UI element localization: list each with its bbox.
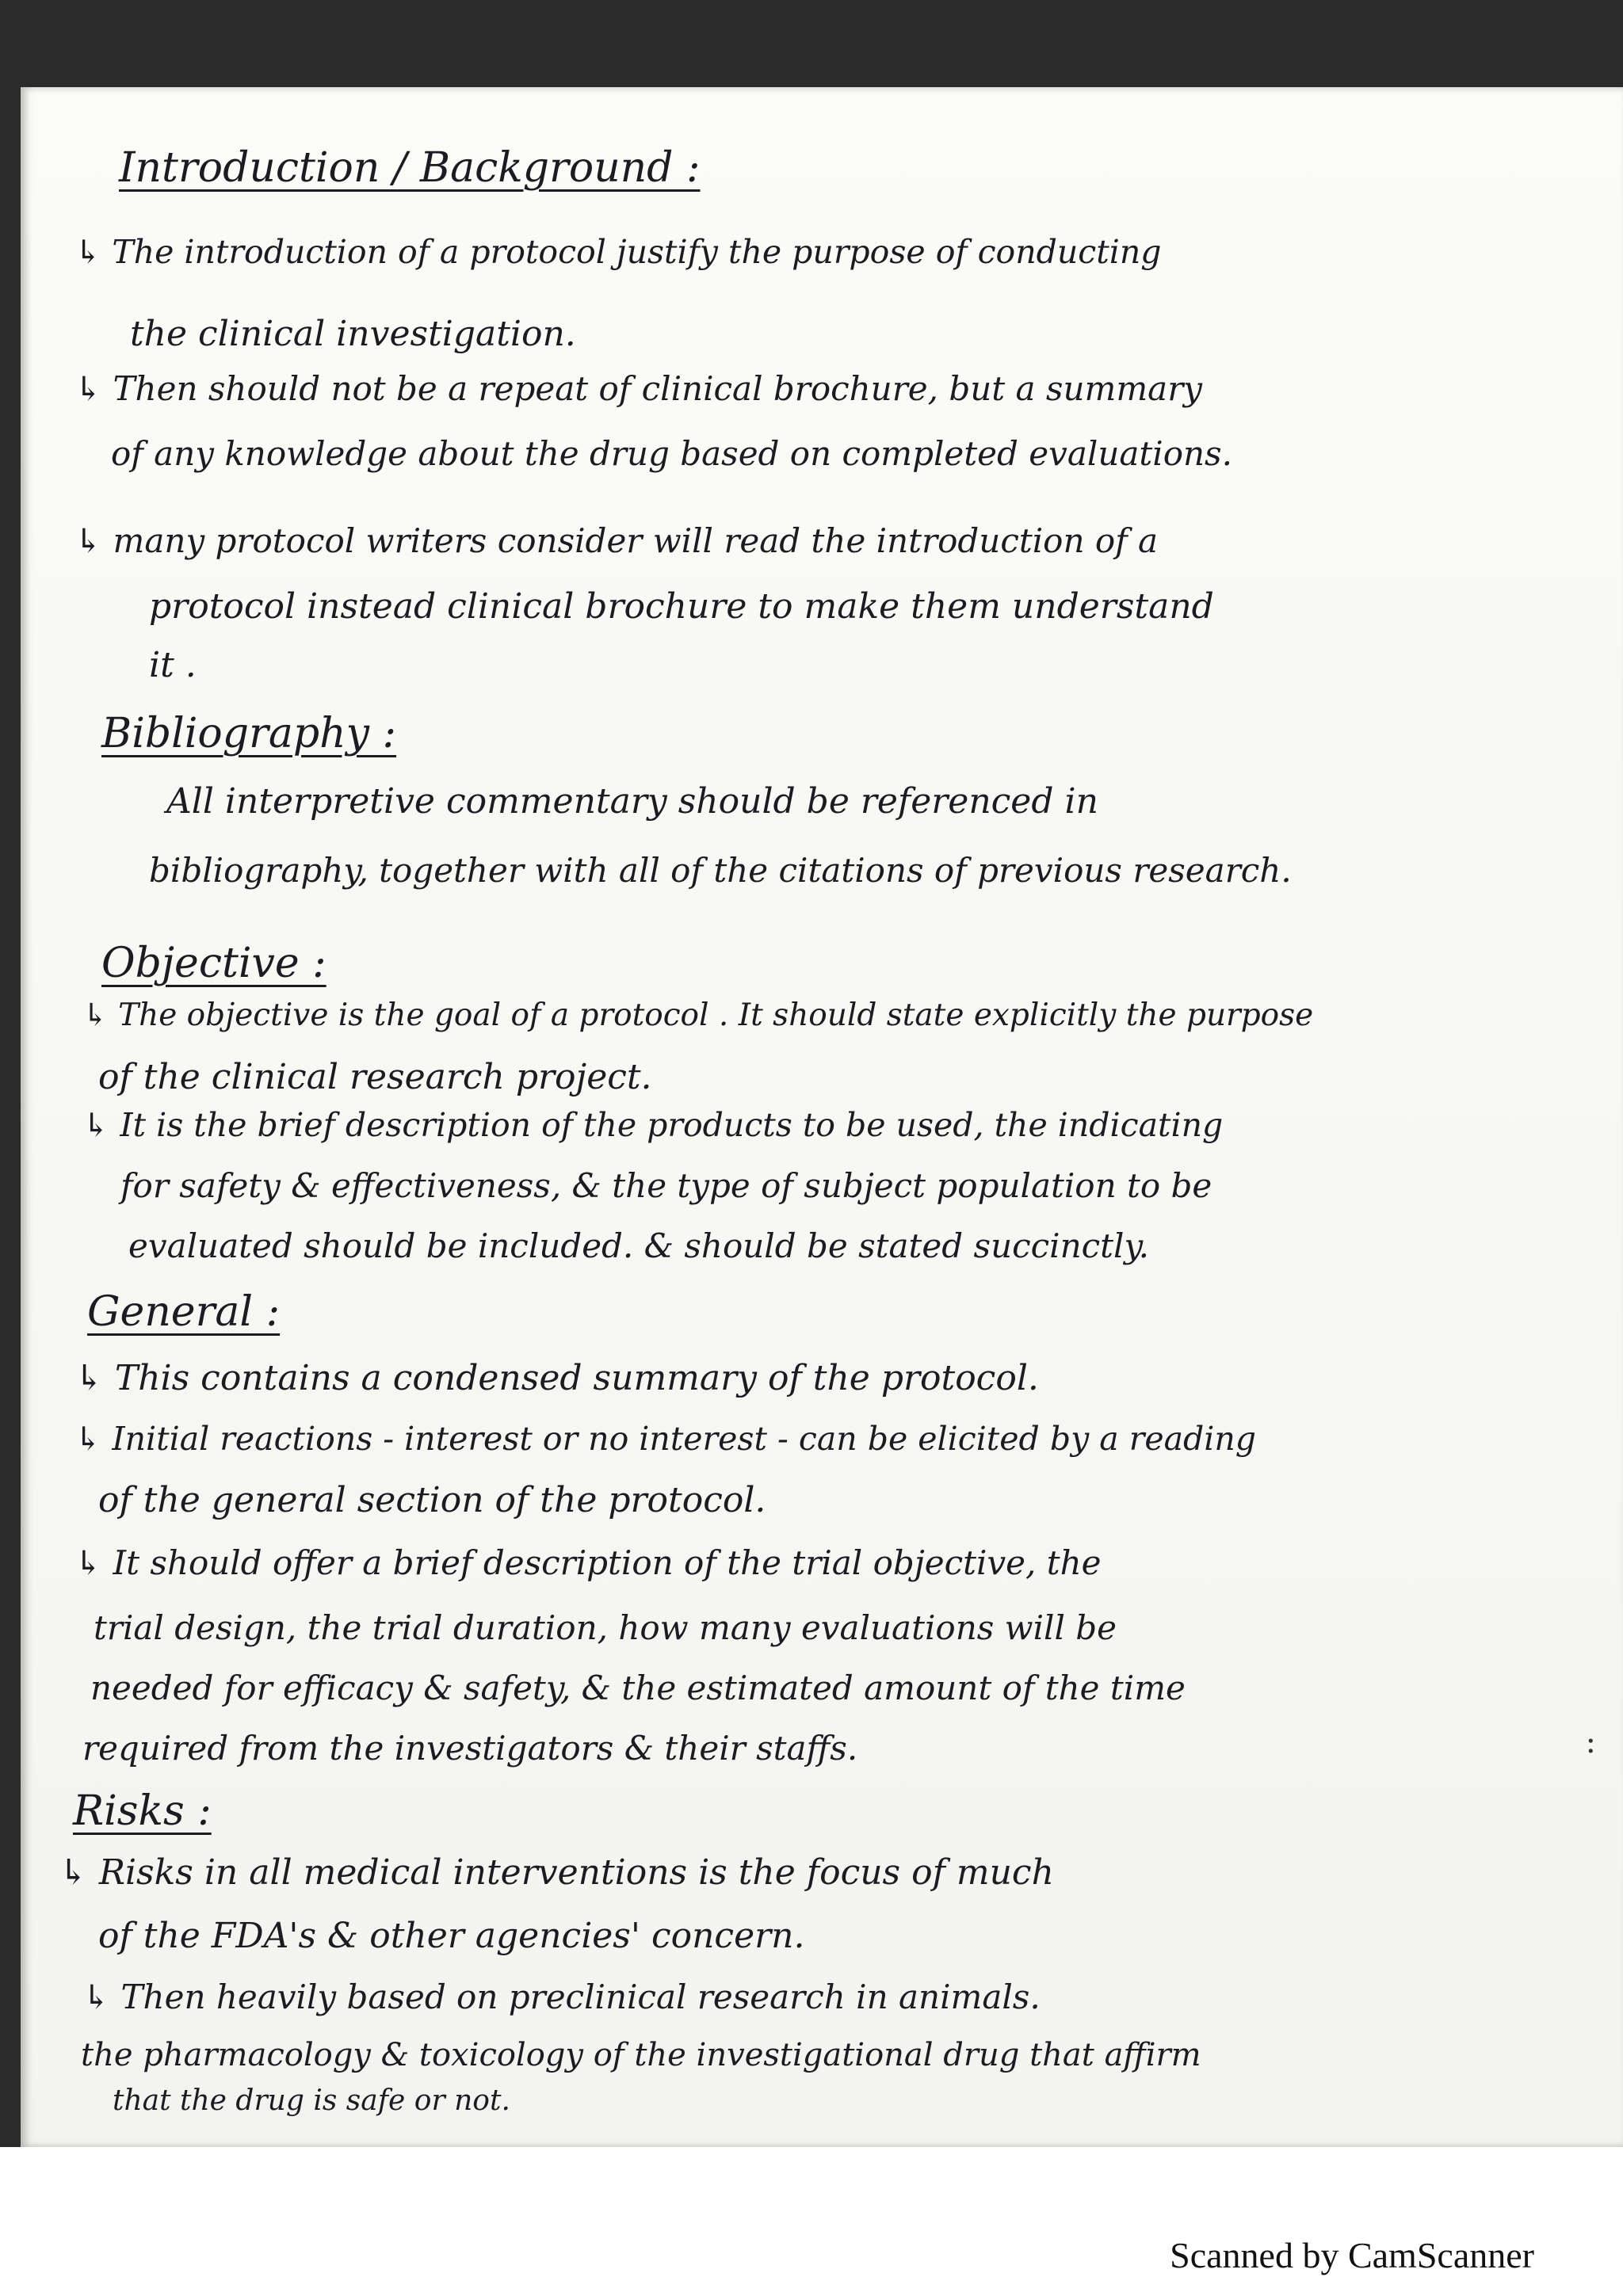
introduction-line: ↳ Then should not be a repeat of clinical brochure, but a summary <box>74 369 1203 408</box>
introduction-line: the clinical investigation. <box>130 314 576 354</box>
general-line: trial design, the trial duration, how many evaluations will be <box>94 1608 1117 1647</box>
risks-line: the pharmacology & toxicology of the investigational drug that affirm <box>81 2037 1201 2073</box>
bibliography-line: bibliography, together with all of the citations of previous research. <box>149 851 1292 890</box>
margin-dots: : <box>1585 1724 1596 1760</box>
bibliography-heading: Bibliography : <box>101 710 397 757</box>
general-line: ↳ It should offer a brief description of the trial objective, the <box>74 1543 1102 1582</box>
objective-line: ↳ It is the brief description of the products to be used, the indicating <box>82 1106 1224 1144</box>
introduction-heading: Introduction / Background : <box>119 144 701 192</box>
general-line: required from the investigators & their staffs. <box>82 1729 858 1768</box>
introduction-line: protocol instead clinical brochure to make them understand <box>149 586 1214 627</box>
general-heading: General : <box>87 1288 281 1336</box>
introduction-line: of any knowledge about the drug based on completed evaluations. <box>111 434 1232 473</box>
risks-line: ↳ Then heavily based on preclinical research in animals. <box>82 1978 1041 2016</box>
objective-heading: Objective : <box>101 940 327 987</box>
camscanner-footer: Scanned by CamScanner <box>1170 2235 1534 2275</box>
introduction-line: ↳ The introduction of a protocol justify the purpose of conducting <box>74 233 1162 271</box>
introduction-line: it . <box>149 645 197 685</box>
risks-line: of the FDA's & other agencies' concern. <box>98 1916 805 1956</box>
introduction-line: ↳ many protocol writers consider will read the introduction of a <box>74 521 1159 560</box>
bibliography-line: All interpretive commentary should be referenced in <box>166 781 1098 822</box>
risks-line: ↳ Risks in all medical interventions is the focus of much <box>59 1852 1054 1893</box>
objective-line: for safety & effectiveness, & the type of subject population to be <box>120 1166 1212 1205</box>
general-line: needed for efficacy & safety, & the estimated amount of the time <box>90 1669 1186 1707</box>
objective-line: evaluated should be included. & should be stated succinctly. <box>128 1226 1149 1265</box>
objective-line: ↳ The objective is the goal of a protocol . It should state explicitly the purpose <box>82 997 1314 1033</box>
risks-line: that the drug is safe or not. <box>113 2084 510 2117</box>
general-line: ↳ Initial reactions - interest or no interest - can be elicited by a reading <box>74 1420 1257 1458</box>
objective-line: of the clinical research project. <box>98 1057 652 1097</box>
risks-heading: Risks : <box>73 1787 212 1835</box>
general-line: ↳ This contains a condensed summary of the protocol. <box>74 1358 1039 1398</box>
general-line: of the general section of the protocol. <box>98 1480 766 1520</box>
